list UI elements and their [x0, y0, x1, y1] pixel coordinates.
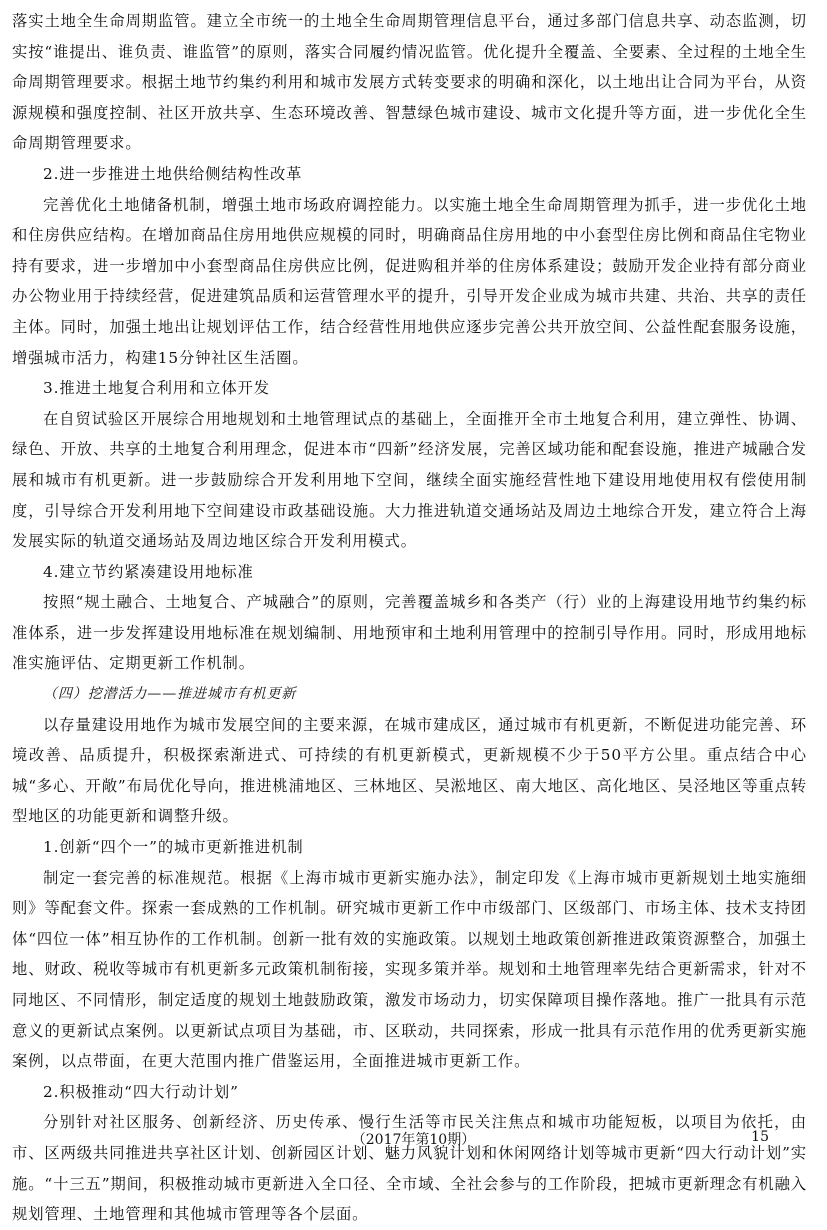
- paragraph-land-supply-reform: 完善优化土地储备机制，增强土地市场政府调控能力。以实施土地全生命周期管理为抓手，进一步优化土地和住房供应结构。在增加商品住房用地供应规模的同时，明确商品住房用地的中小套型住房比例和商品住宅物业持有要求，进一步增加中小套型商品住房供应比例，促进购租并举的住房体系建设；鼓励开发企业持有部分商业办公物业用于持续经营，促进建筑品质和运营管理水平的提升，引导开发企业成为城市共建、共治、共享的责任主体。同时，加强土地出让规划评估工作，结合经营性用地供应逐步完善公共开放空间、公益性配套服务设施，增强城市活力，构建15分钟社区生活圈。: [12, 195, 807, 367]
- paragraph-four-action-plans: 分别针对社区服务、创新经济、历史传承、慢行生活等市民关注焦点和城市功能短板，以项目为依托，由市、区两级共同推进共享社区计划、创新园区计划、魅力风貌计划和休闲网络计划等城市更新“四大行动计划”实施。“十三五”期间，积极推动城市更新进入全口径、全市域、全社会参与的工作阶段，把城市更新理念有机融入规划管理、土地管理和其他城市管理等各个层面。: [12, 1113, 807, 1224]
- chapter-subheading-4: （四）挖潜活力——推进城市有机更新: [43, 686, 297, 703]
- page-footer: [0, 1129, 827, 1153]
- section-heading-4: 4.建立节约紧凑建设用地标准: [43, 562, 254, 581]
- section-heading-2b: 2.积极推动“四大行动计划”: [43, 1082, 239, 1101]
- paragraph-land-standards: 按照“规土融合、土地复合、产城融合”的原则，完善覆盖城乡和各类产（行）业的上海建设用地节约集约标准体系，进一步发挥建设用地标准在规划编制、用地预审和土地利用管理中的控制引导作用。同时，形成用地标准实施评估、定期更新工作机制。: [12, 593, 807, 673]
- section-heading-2: 2.进一步推进土地供给侧结构性改革: [43, 164, 303, 183]
- section-heading-3: 3.推进土地复合利用和立体开发: [43, 379, 270, 398]
- section-heading-1: 1.创新“四个一”的城市更新推进机制: [43, 838, 304, 857]
- paragraph-land-compound-use: 在自贸试验区开展综合用地规划和土地管理试点的基础上，全面推开全市土地复合利用，建立弹性、协调、绿色、开放、共享的土地复合利用理念，促进本市“四新”经济发展，完善区域功能和配套设施，推进产城融合发展和城市有机更新。进一步鼓励综合开发利用地下空间，继续全面实施经营性地下建设用地使用权有偿使用制度，引导综合开发利用地下空间建设市政基础设施。大力推进轨道交通场站及周边土地综合开发，建立符合上海发展实际的轨道交通场站及周边地区综合开发利用模式。: [12, 409, 807, 551]
- paragraph-organic-renewal: 以存量建设用地作为城市发展空间的主要来源，在城市建成区，通过城市有机更新，不断促进功能完善、环境改善、品质提升，积极探索渐进式、可持续的有机更新模式，更新规模不少于50平方公里。重点结合中心城“多心、开敞”布局优化导向，推进桃浦地区、三林地区、吴淞地区、南大地区、高化地区、吴泾地区等重点转型地区的功能更新和调整升级。: [12, 715, 807, 826]
- page-number: 15: [751, 1129, 769, 1145]
- paragraph-land-lifecycle: 落实土地全生命周期监管。建立全市统一的土地全生命周期管理信息平台，通过多部门信息共享、动态监测，切实按“谁提出、谁负责、谁监管”的原则，落实合同履约情况监管。优化提升全覆盖、全要素、全过程的土地全生命周期管理要求。根据土地节约集约利用和城市发展方式转变要求的明确和深化，以土地出让合同为平台，从资源规模和强度控制、社区开放共享、生态环境改善、智慧绿色城市建设、城市文化提升等方面，进一步优化全生命周期管理要求。: [12, 12, 807, 153]
- issue-label: （2017年第10期）: [351, 1132, 476, 1148]
- paragraph-four-ones-mechanism: 制定一套完善的标准规范。根据《上海市城市更新实施办法》，制定印发《上海市城市更新规划土地实施细则》等配套文件。探索一套成熟的工作机制。研究城市更新工作中市级部门、区级部门、市场主体、技术支持团体“四位一体”相互协作的工作机制。创新一批有效的实施政策。以规划土地政策创新推进政策资源整合，加强土地、财政、税收等城市有机更新多元政策机制衔接，实现多策并举。规划和土地管理率先结合更新需求，针对不同地区、不同情形，制定适度的规划土地鼓励政策，激发市场动力，切实保障项目操作落地。推广一批具有示范意义的更新试点案例。以更新试点项目为基础，市、区联动，共同探索，形成一批具有示范作用的优秀更新实施案例，以点带面，在更大范围内推广借鉴运用，全面推进城市更新工作。: [12, 868, 807, 1071]
